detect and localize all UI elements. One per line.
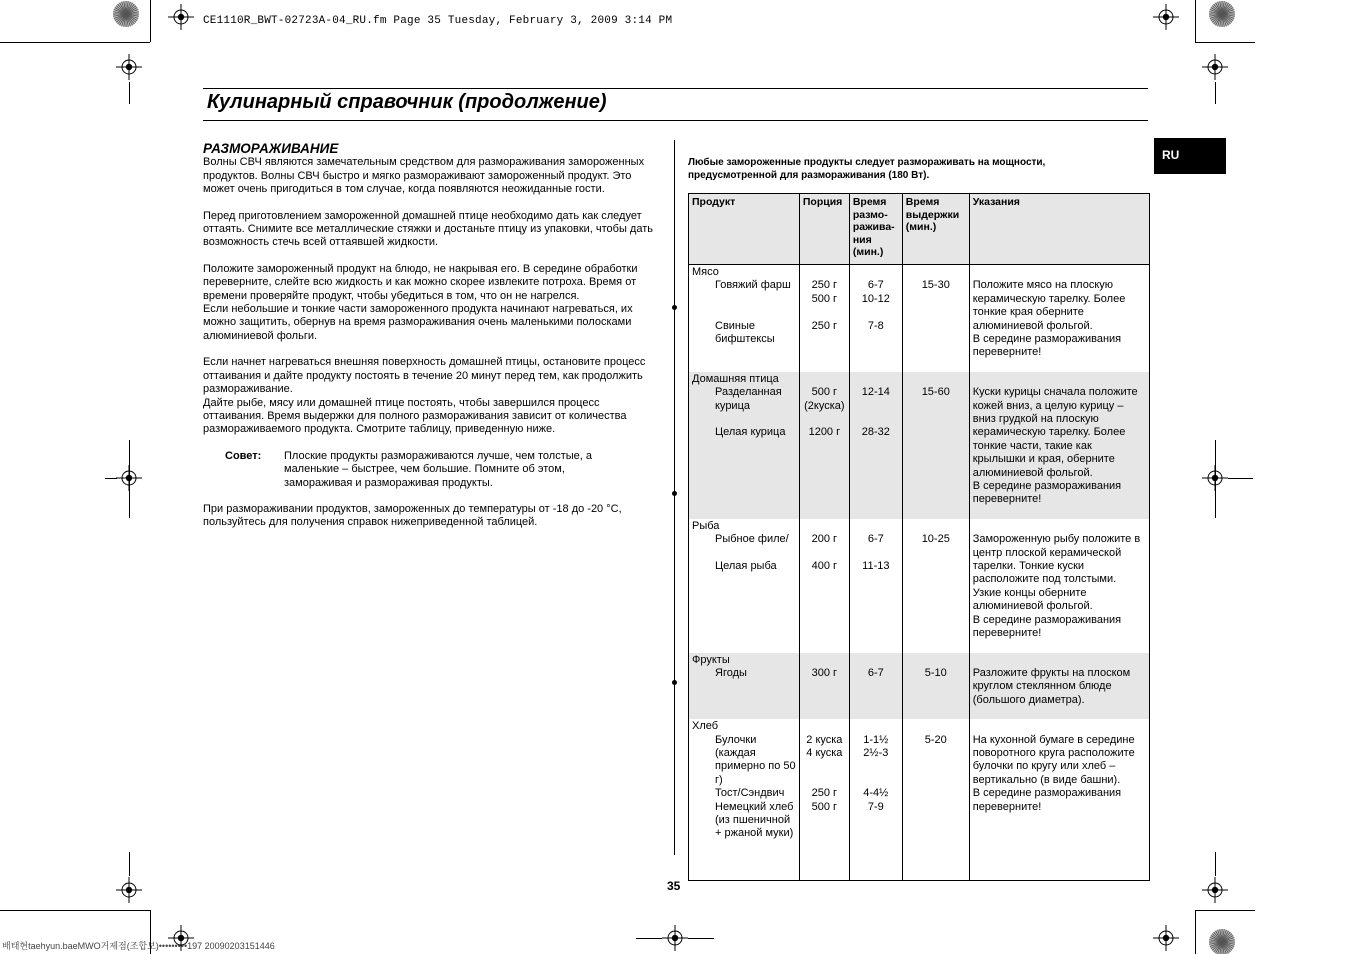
spacer [853, 720, 899, 733]
footer-meta: 배태현taehyun.baeMWO거제점(조합보)•••••••••197 20090203151446 [2, 941, 275, 951]
time-value: 12-14 [861, 386, 890, 399]
time-value: 6-7 [867, 533, 884, 546]
spacer [803, 720, 846, 733]
portion-value: 2 куска 4 куска [806, 733, 843, 759]
registration-mark [1153, 925, 1179, 951]
notes-text: На кухонной бумаге в середине поворотного круга расположите булочки по кругу или хлеб – вертикально (в виде башни). В середине размораживания переверните! [972, 733, 1135, 813]
hold-value: 5-10 [924, 666, 947, 679]
column-bullet [672, 491, 677, 496]
column-header: Время выдержки (мин.) [902, 194, 969, 265]
product-name: Целая курица [715, 426, 786, 439]
crop-line [129, 440, 130, 518]
portion-value: 1200 г [808, 426, 841, 439]
notes-cell [969, 519, 1149, 653]
spacer [906, 266, 966, 279]
hold-cell [902, 372, 969, 519]
crop-line [636, 938, 662, 939]
time-value: 7-9 [867, 800, 884, 813]
spacer [803, 520, 846, 533]
product-name: Говяжий фарш [715, 279, 791, 292]
paragraph: Положите замороженный продукт на блюдо, не накрывая его. В середине обработки переверните, слейте всю жидкость и как можно скорее извлеките потроха. Время от времени проверяйте продукт, чтобы убедиться в том, что он не нагрелся. [203, 262, 638, 302]
registration-mark [116, 877, 142, 903]
portion-value: 300 г [811, 666, 838, 679]
portion-cell [799, 719, 849, 880]
table-row [689, 653, 1150, 720]
hold-value: 10-25 [921, 533, 950, 546]
product-name: Булочки (каждая примерно по 50 г) [715, 733, 796, 786]
table-row [689, 519, 1150, 653]
paragraph: Перед приготовлением замороженной домашней птице необходимо дать как следует оттаять. Снимите все металлические стяжки и достаньте птицу из упаковки, чтобы дать возможность стечь всей оттаявшей жидкости. [203, 209, 653, 249]
registration-mark [1202, 54, 1228, 80]
paragraph: При размораживании продуктов, замороженных до температуры от -18 до -20 °C, пользуйтесь для получения справок нижеприведенной таблицей. [203, 502, 622, 529]
column-bullet [672, 680, 677, 685]
hold-value [906, 426, 966, 439]
registration-mark [1202, 877, 1228, 903]
spacer [906, 373, 966, 386]
notes-cell [969, 265, 1149, 372]
product-cell [689, 519, 800, 653]
column-header: Продукт [689, 194, 800, 265]
product-name: Рыбное филе/ [715, 533, 789, 546]
table-row [689, 372, 1150, 519]
hold-value: 15-60 [921, 386, 950, 399]
hold-value [906, 787, 966, 800]
column-header: Порция [799, 194, 849, 265]
crop-line [1195, 0, 1196, 42]
category-label: Фрукты [692, 653, 730, 666]
portion-value: 400 г [811, 560, 838, 573]
tip-block [225, 450, 663, 490]
category-label: Домашняя птица [692, 372, 779, 385]
portion-cell [799, 519, 849, 653]
notes-cell [969, 653, 1149, 720]
table-row [689, 719, 1150, 880]
color-star-mark [1208, 0, 1236, 28]
crop-line [150, 910, 151, 954]
portion-cell [799, 265, 849, 372]
notes-cell [969, 719, 1149, 880]
page-title: Кулинарный справочник (продолжение) [207, 91, 607, 113]
portion-value: 250 г [811, 787, 838, 800]
spacer [973, 520, 1146, 533]
product-cell [689, 372, 800, 519]
hold-cell [902, 519, 969, 653]
time-cell [849, 265, 902, 372]
time-value: 6-7 [867, 666, 884, 679]
section-title: РАЗМОРАЖИВАНИЕ [203, 141, 339, 156]
title-rule-top [203, 88, 1148, 89]
product-name: Тост/Сэндвич [715, 787, 785, 800]
product-cell [689, 719, 800, 880]
time-value: 1-1½ 2½-3 [863, 733, 889, 759]
color-star-mark [1208, 928, 1236, 954]
column-bullet [672, 305, 677, 310]
hold-value: 15-30 [921, 279, 950, 292]
crop-line [0, 42, 150, 43]
notes-text: Замороженную рыбу положите в центр плоской керамической тарелки. Тонкие куски расположите под толстыми. Узкие концы оберните алюминиевой фольгой. В середине размораживания переверните! [972, 533, 1141, 640]
product-name: Немецкий хлеб (из пшеничной + ржаной муки) [715, 800, 794, 840]
crop-line [1215, 440, 1216, 518]
registration-mark [168, 4, 194, 30]
column-header-time: Время размо-ражива-ния (мин.) [852, 196, 895, 258]
left-column [203, 142, 663, 543]
product-cell [689, 265, 800, 372]
crop-line [1215, 82, 1216, 104]
column-header: Указания [969, 194, 1149, 265]
product-name: Целая рыба [715, 560, 777, 573]
hold-cell [902, 265, 969, 372]
registration-mark [116, 54, 142, 80]
time-cell [849, 653, 902, 720]
time-value: 28-32 [861, 426, 890, 439]
paragraph: Волны СВЧ являются замечательным средством для размораживания замороженных продуктов. Волны СВЧ быстро и мягко размораживают замороженный продукт. Это может очень пригодиться в том случае, когда появляются неожиданные гости. [203, 156, 645, 196]
crop-line [129, 852, 130, 876]
crop-line [0, 910, 150, 911]
product-name: Разделанная курица [715, 386, 782, 412]
crop-line [1195, 910, 1196, 954]
spacer [973, 654, 1146, 667]
hold-cell [902, 719, 969, 880]
category-label: Мясо [692, 266, 719, 278]
paragraph: Если небольшие и тонкие части замороженного продукта начинают нагреваться, их можно защитить, обернув на время размораживания очень маленькими полосками алюминиевой фольги. [203, 303, 633, 342]
tip-label: Совет: [225, 449, 262, 462]
hold-value [906, 320, 966, 347]
registration-mark [168, 925, 194, 951]
spacer [906, 654, 966, 667]
defrost-table [688, 193, 1150, 881]
crop-line [105, 478, 117, 479]
table-header-row [689, 194, 1150, 265]
spacer [853, 373, 899, 386]
spacer [853, 654, 899, 667]
spacer [803, 373, 846, 386]
category-label: Хлеб [692, 720, 719, 733]
table-intro: Любые замороженные продукты следует размораживать на мощности, предусмотренной для размораживания (180 Вт). [688, 157, 1046, 181]
crop-line [1215, 852, 1216, 876]
time-value: 11-13 [862, 560, 890, 573]
color-star-mark [112, 0, 140, 28]
page-number: 35 [667, 879, 681, 893]
table-row [689, 265, 1150, 372]
product-name: Свиные бифштексы [715, 319, 775, 345]
spacer [853, 520, 899, 533]
file-header: CE1110R_BWT-02723A-04_RU.fm Page 35 Tuesday, February 3, 2009 3:14 PM [203, 15, 673, 27]
product-cell [689, 653, 800, 720]
time-value: 6-7 10-12 [861, 279, 890, 305]
portion-value: 200 г [811, 533, 838, 546]
column-header [849, 194, 902, 265]
time-cell [849, 719, 902, 880]
spacer [803, 654, 846, 667]
spacer [906, 520, 966, 533]
portion-cell [799, 372, 849, 519]
language-tab: RU [1154, 138, 1226, 174]
spacer [803, 266, 846, 279]
title-rule-bottom [203, 120, 1148, 121]
hold-value [906, 560, 966, 573]
tip-text: Плоские продукты размораживаются лучше, чем толстые, а маленькие – быстрее, чем большие. Помните об этом, замораживая и размораживая продукты. [284, 449, 593, 489]
notes-text: Разложите фрукты на плоском круглом стеклянном блюде (большого диаметра). [972, 666, 1131, 706]
notes-cell [969, 372, 1149, 519]
crop-line [129, 82, 130, 104]
notes-text: Куски курицы сначала положите кожей вниз, а целую курицу – вниз грудкой на плоскую керамическую тарелку. Более тонкие части, такие как крылышки и края, оберните алюминиевой фольгой. В середине размораживания переверните! [972, 386, 1138, 506]
spacer [973, 720, 1146, 733]
spacer [853, 266, 899, 279]
spacer [973, 373, 1146, 386]
crop-line [1195, 42, 1255, 43]
hold-cell [902, 653, 969, 720]
paragraph: Дайте рыбе, мясу или домашней птице постоять, чтобы завершился процесс оттаивания. Время выдержки для полного размораживания зависит от количества размораживаемого продукта. Смотрите таблицу, приведенную ниже. [203, 396, 627, 436]
product-name: Ягоды [715, 666, 747, 679]
notes-text: Положите мясо на плоскую керамическую тарелку. Более тонкие края оберните алюминиевой фольгой. В середине размораживания переверните! [972, 279, 1126, 359]
paragraph: Если начнет нагреваться внешняя поверхность домашней птицы, остановите процесс оттаивания и дайте продукту постоять в течение 20 минут перед тем, как продолжить размораживание. [203, 356, 646, 396]
portion-value: 500 г (2куска) [804, 386, 845, 412]
spacer [973, 266, 1146, 279]
portion-value: 250 г 500 г [811, 279, 838, 305]
registration-mark [662, 925, 688, 951]
crop-line [688, 938, 714, 939]
spacer [906, 720, 966, 733]
time-value: 7-8 [867, 319, 884, 332]
portion-value: 500 г [811, 800, 838, 813]
category-label: Рыба [692, 519, 720, 532]
crop-line [1228, 478, 1253, 479]
hold-value [906, 801, 966, 868]
crop-line [1195, 910, 1255, 911]
time-cell [849, 519, 902, 653]
portion-value: 250 г [811, 319, 838, 332]
time-value: 4-4½ [863, 787, 889, 800]
time-cell [849, 372, 902, 519]
registration-mark [1153, 4, 1179, 30]
hold-value: 5-20 [924, 733, 947, 746]
crop-line [150, 0, 151, 42]
portion-cell [799, 653, 849, 720]
column-divider [674, 140, 675, 855]
